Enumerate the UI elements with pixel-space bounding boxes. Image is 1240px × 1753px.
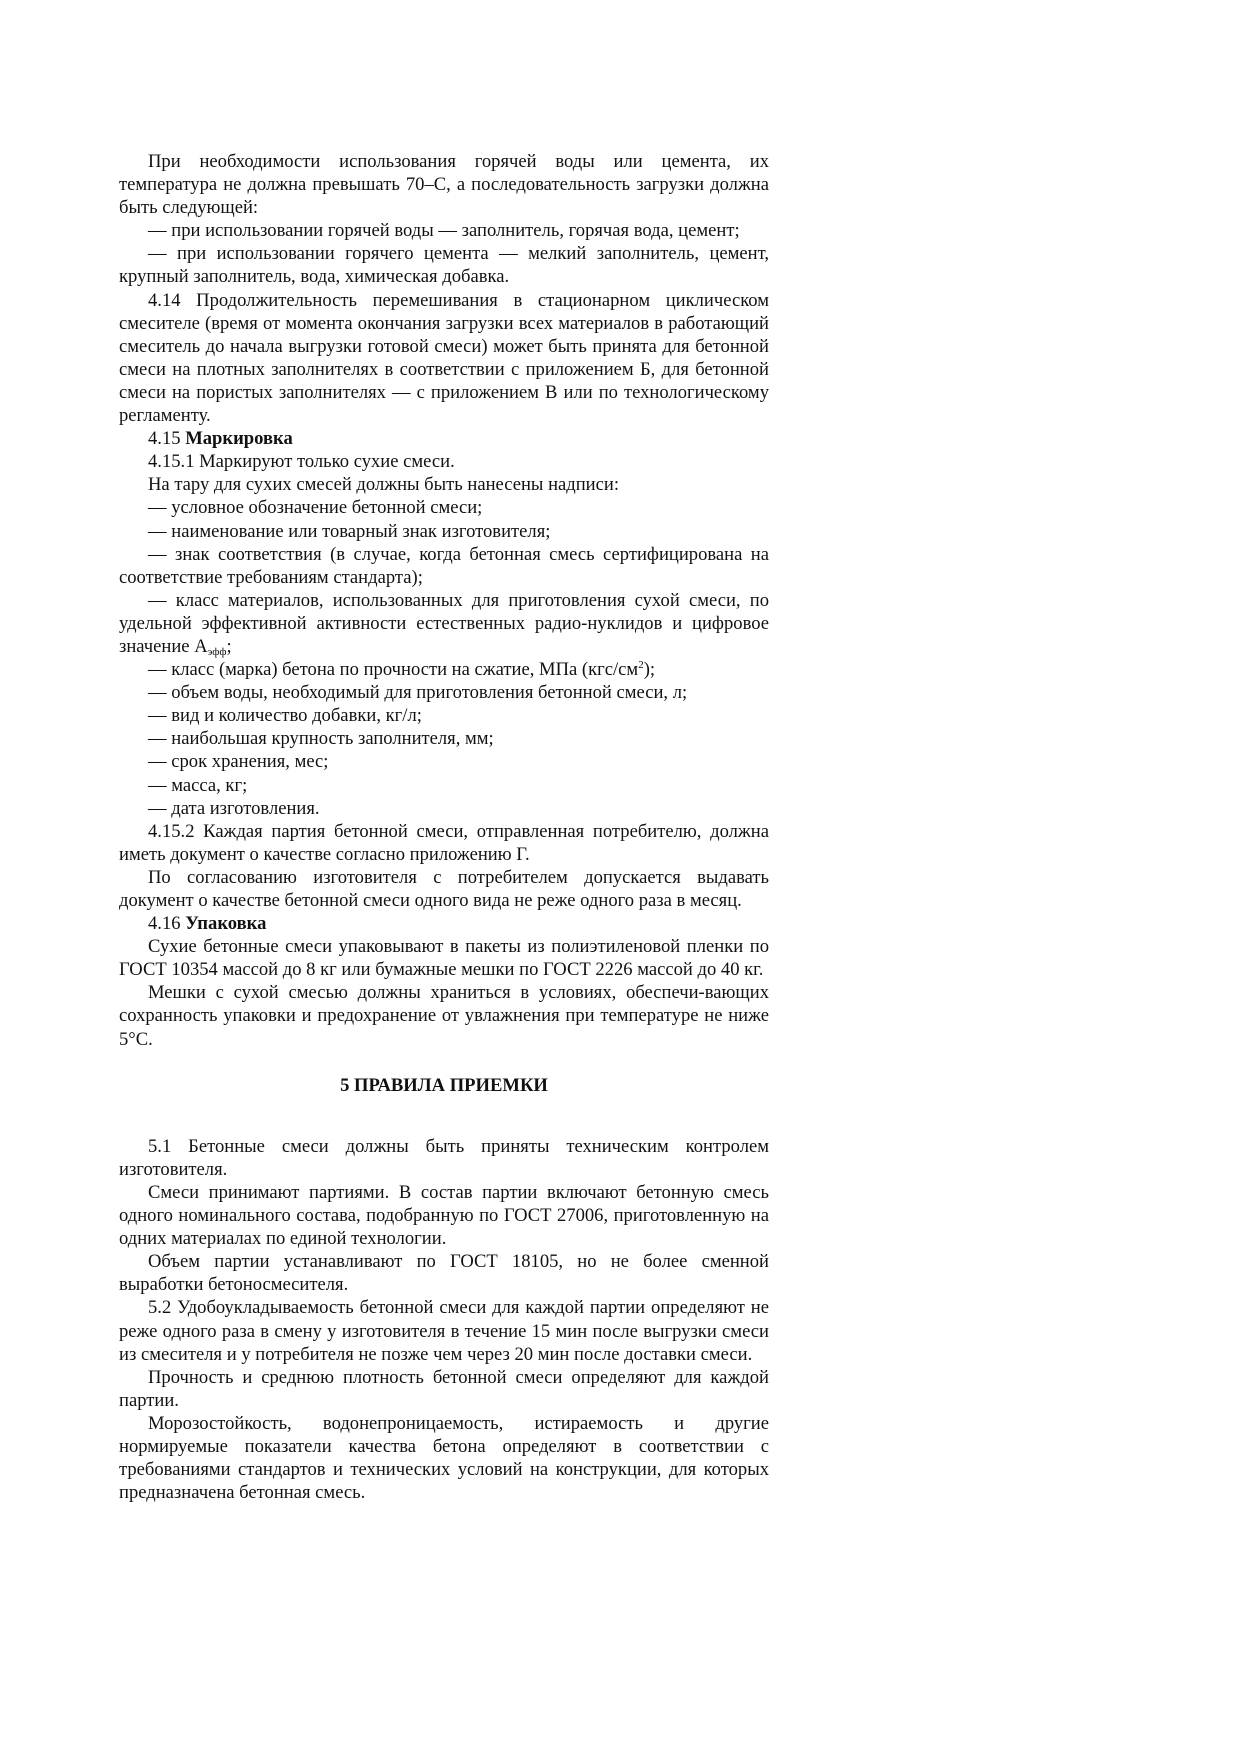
list-item: — вид и количество добавки, кг/л; <box>148 705 422 727</box>
paragraph-frost-resistance: Морозостойкость, водонепроницаемость, истираемость и другие нормируемые показатели качества бетона определяют в соответствии с требованиями стандартов и технических условий на конструкции, для которых предназначена бетонная смесь. <box>119 1412 769 1504</box>
paragraph-5-2: 5.2 Удобоукладываемость бетонной смеси для каждой партии определяют не реже одного раза в смену у изготовителя в течение 15 мин после выгрузки смеси из смесителя и у потребителя не позже чем через 20 мин после доставки смеси. <box>119 1297 769 1365</box>
document-page <box>119 150 769 1504</box>
list-item: — дата изготовления. <box>148 797 320 819</box>
paragraph-tara: На тару для сухих смесей должны быть нанесены надписи: <box>148 474 619 496</box>
paragraph-4-15-2: 4.15.2 Каждая партия бетонной смеси, отправленная потребителю, должна иметь документ о качестве согласно приложению Г. <box>119 820 769 865</box>
list-item: — наименование или товарный знак изготовителя; <box>148 520 551 542</box>
list-item-strength-end: ); <box>643 659 656 681</box>
list-item: — объем воды, необходимый для приготовления бетонной смеси, л; <box>148 682 688 704</box>
section-heading-4-16 <box>119 912 769 935</box>
chapter-heading: 5 ПРАВИЛА ПРИЕМКИ <box>340 1074 548 1096</box>
list-item: — знак соответствия (в случае, когда бетонная смесь сертифицирована на соответствие требованиям стандарта); <box>119 543 769 588</box>
paragraph-hot-water: При необходимости использования горячей воды или цемента, их температура не должна превышать 70–С, а последовательность загрузки должна быть следующей: <box>119 151 769 219</box>
paragraph-batches: Смеси принимают партиями. В состав партии включают бетонную смесь одного номинального состава, подобранную по ГОСТ 27006, приготовленную на одних материалах по единой технологии. <box>119 1181 769 1250</box>
list-item: — условное обозначение бетонной смеси; <box>148 497 483 519</box>
section-title: Маркировка <box>185 428 293 450</box>
paragraph-batch-volume: Объем партии устанавливают по ГОСТ 18105, но не более сменной выработки бетоносмесителя. <box>119 1251 769 1296</box>
list-item-class-text: — класс материалов, использованных для приготовления сухой смеси, по удельной эффективной активности естественных радио-нуклидов и цифровое значение А <box>119 589 769 657</box>
list-item-strength-text: — класс (марка) бетона по прочности на сжатие, МПа (кгс/см <box>148 659 639 681</box>
paragraph-strength-density: Прочность и среднюю плотность бетонной смеси определяют для каждой партии. <box>119 1366 769 1411</box>
paragraph-packaging: Сухие бетонные смеси упаковывают в пакеты из полиэтиленовой пленки по ГОСТ 10354 массой до 8 кг или бумажные мешки по ГОСТ 2226 массой до 40 кг. <box>119 936 769 981</box>
section-title: Упаковка <box>185 913 267 935</box>
section-number: 4.16 <box>148 913 186 935</box>
list-item-hot-water: — при использовании горячей воды — заполнитель, горячая вода, цемент; <box>148 220 740 242</box>
list-item-hot-cement: — при использовании горячего цемента — мелкий заполнитель, цемент, крупный заполнитель, вода, химическая добавка. <box>119 243 769 288</box>
paragraph-4-15-1: 4.15.1 Маркируют только сухие смеси. <box>148 451 455 473</box>
paragraph-4-14: 4.14 Продолжительность перемешивания в стационарном циклическом смесителе (время от момента окончания загрузки всех материалов в работающий смеситель до начала выгрузки готовой смеси) может быть принята для бетонной смеси на плотных заполнителях в соответствии с приложением Б, для бетонной смеси на пористых заполнителях — с приложением В или по технологическому регламенту. <box>119 289 769 427</box>
list-item: — наибольшая крупность заполнителя, мм; <box>148 728 494 750</box>
list-item-class-end: ; <box>226 635 232 657</box>
superscript-2: 2 <box>638 659 644 672</box>
paragraph-agreement: По согласованию изготовителя с потребителем допускается выдавать документ о качестве бетонной смеси одного вида не реже одного раза в месяц. <box>119 866 769 911</box>
list-item-strength <box>119 658 769 681</box>
paragraph-storage: Мешки с сухой смесью должны храниться в условиях, обеспечи-вающих сохранность упаковки и предохранение от увлажнения при температуре не ниже 5°С. <box>119 982 769 1050</box>
list-item: — масса, кг; <box>148 774 248 796</box>
subscript-eff: эфф <box>207 645 227 658</box>
list-item: — срок хранения, мес; <box>148 751 329 773</box>
section-heading-4-15 <box>119 427 769 450</box>
section-number: 4.15 <box>148 428 186 450</box>
list-item-class <box>119 589 769 658</box>
paragraph-5-1: 5.1 Бетонные смеси должны быть приняты техническим контролем изготовителя. <box>119 1135 769 1180</box>
